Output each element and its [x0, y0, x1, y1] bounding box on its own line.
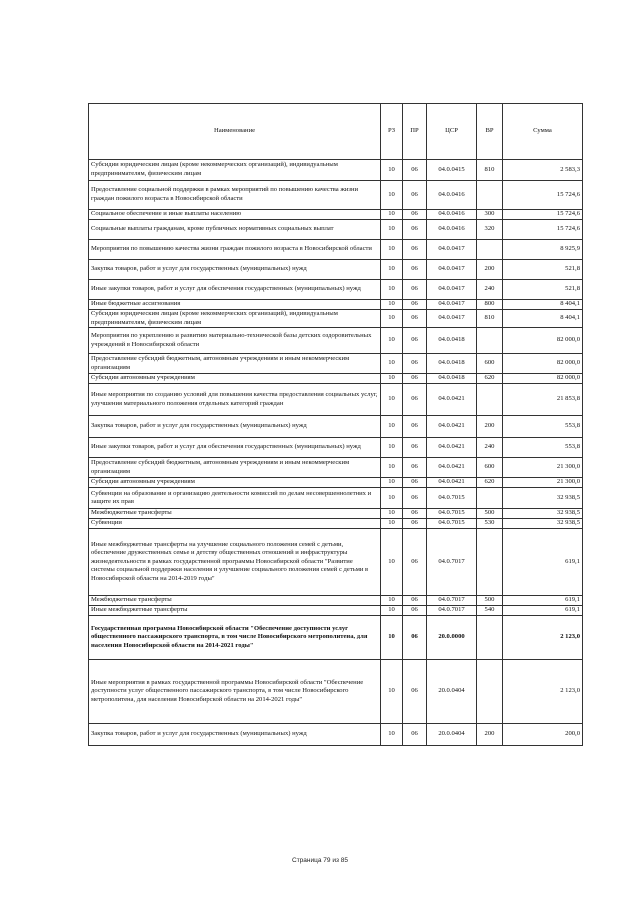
- cell-sum: 2 123,0: [503, 660, 583, 724]
- cell-csr: 04.0.0418: [427, 354, 477, 374]
- cell-sum: 8 925,9: [503, 240, 583, 260]
- header-csr: ЦСР: [427, 104, 477, 160]
- cell-name: Субвенции: [89, 519, 381, 529]
- cell-name: Социальное обеспечение и иные выплаты населению: [89, 210, 381, 220]
- cell-sum: 619,1: [503, 596, 583, 606]
- cell-pr: 06: [403, 280, 427, 300]
- table-row: [89, 260, 583, 280]
- cell-sum: 15 724,6: [503, 181, 583, 210]
- table-row: [89, 220, 583, 240]
- cell-name: Межбюджетные трансферты: [89, 509, 381, 519]
- cell-vr: [477, 529, 503, 596]
- cell-rz: 10: [381, 220, 403, 240]
- cell-name: Субсидии автономным учреждениям: [89, 374, 381, 384]
- cell-vr: [477, 328, 503, 354]
- cell-csr: 04.0.0421: [427, 384, 477, 416]
- cell-csr: 04.0.0421: [427, 416, 477, 438]
- cell-vr: 200: [477, 416, 503, 438]
- cell-pr: 06: [403, 160, 427, 181]
- cell-vr: 200: [477, 260, 503, 280]
- cell-sum: 619,1: [503, 529, 583, 596]
- cell-sum: 32 938,5: [503, 488, 583, 509]
- table-row: [89, 310, 583, 328]
- cell-vr: 240: [477, 280, 503, 300]
- table-row: [89, 488, 583, 509]
- cell-name: Предоставление субсидий бюджетным, автономным учреждениям и иным некоммерческим организациям: [89, 458, 381, 478]
- cell-csr: 04.0.0416: [427, 210, 477, 220]
- cell-sum: 21 853,8: [503, 384, 583, 416]
- cell-name: Иные бюджетные ассигнования: [89, 300, 381, 310]
- cell-rz: 10: [381, 310, 403, 328]
- cell-name: Субсидии юридическим лицам (кроме некоммерческих организаций), индивидуальным предпринимателям, физическим лицам: [89, 310, 381, 328]
- cell-rz: 10: [381, 160, 403, 181]
- cell-vr: 600: [477, 354, 503, 374]
- cell-rz: 10: [381, 438, 403, 458]
- cell-csr: 20.0.0000: [427, 616, 477, 660]
- cell-vr: [477, 181, 503, 210]
- cell-sum: 2 583,3: [503, 160, 583, 181]
- cell-rz: 10: [381, 606, 403, 616]
- table-row: [89, 438, 583, 458]
- table-row: [89, 724, 583, 746]
- cell-vr: 200: [477, 724, 503, 746]
- cell-rz: 10: [381, 280, 403, 300]
- cell-rz: 10: [381, 616, 403, 660]
- cell-pr: 06: [403, 458, 427, 478]
- cell-rz: 10: [381, 488, 403, 509]
- cell-vr: 540: [477, 606, 503, 616]
- cell-csr: 04.0.7015: [427, 519, 477, 529]
- header-vr: ВР: [477, 104, 503, 160]
- cell-sum: 21 300,0: [503, 458, 583, 478]
- cell-csr: 04.0.0417: [427, 300, 477, 310]
- cell-name: Предоставление социальной поддержки в рамках мероприятий по повышению качества жизни граждан пожилого возраста в Новосибирской области: [89, 181, 381, 210]
- cell-vr: 620: [477, 374, 503, 384]
- cell-pr: 06: [403, 240, 427, 260]
- cell-rz: 10: [381, 328, 403, 354]
- table-row: [89, 374, 583, 384]
- table-row: [89, 328, 583, 354]
- cell-pr: 06: [403, 606, 427, 616]
- table-row: [89, 458, 583, 478]
- cell-name: Закупка товаров, работ и услуг для государственных (муниципальных) нужд: [89, 416, 381, 438]
- cell-sum: 32 938,5: [503, 519, 583, 529]
- cell-csr: 04.0.0417: [427, 240, 477, 260]
- cell-name: Субсидии автономным учреждениям: [89, 478, 381, 488]
- cell-csr: 04.0.0417: [427, 260, 477, 280]
- cell-vr: [477, 660, 503, 724]
- cell-sum: 619,1: [503, 606, 583, 616]
- cell-pr: 06: [403, 384, 427, 416]
- cell-pr: 06: [403, 724, 427, 746]
- header-pr: ПР: [403, 104, 427, 160]
- cell-csr: 04.0.0421: [427, 438, 477, 458]
- cell-csr: 04.0.7017: [427, 596, 477, 606]
- cell-vr: 600: [477, 458, 503, 478]
- cell-name: Социальные выплаты гражданам, кроме публичных нормативных социальных выплат: [89, 220, 381, 240]
- table-row: [89, 300, 583, 310]
- cell-sum: 521,8: [503, 280, 583, 300]
- cell-pr: 06: [403, 310, 427, 328]
- cell-name: Иные мероприятия по созданию условий для повышения качества предоставления социальных услуг, улучшения материального положения отдельных категорий граждан: [89, 384, 381, 416]
- cell-csr: 04.0.0416: [427, 220, 477, 240]
- cell-rz: 10: [381, 181, 403, 210]
- cell-csr: 04.0.0417: [427, 310, 477, 328]
- cell-sum: 8 404,1: [503, 300, 583, 310]
- table-body: [89, 160, 583, 746]
- cell-sum: 21 300,0: [503, 478, 583, 488]
- cell-name: Иные межбюджетные трансферты на улучшение социального положения семей с детьми, обеспечение дружественных семье и детству общественных отношений и инфраструктуры жизнедеятельности в рамках государственной программы Новосибирской области "Развитие системы социальной поддержки населения и улучшение социального положения семей с детьми в Новосибирской области на 2014-2019 годы": [89, 529, 381, 596]
- cell-vr: [477, 384, 503, 416]
- cell-sum: 32 938,5: [503, 509, 583, 519]
- cell-rz: 10: [381, 529, 403, 596]
- cell-rz: 10: [381, 374, 403, 384]
- table-row: [89, 181, 583, 210]
- cell-rz: 10: [381, 519, 403, 529]
- cell-pr: 06: [403, 220, 427, 240]
- cell-rz: 10: [381, 240, 403, 260]
- table-row: [89, 509, 583, 519]
- cell-name: Иные мероприятия в рамках государственной программы Новосибирской области "Обеспечение доступности услуг общественного пассажирского транспорта, в том числе Новосибирского метрополитена, для населения Новосибирской области на 2014-2021 годы": [89, 660, 381, 724]
- table-row: [89, 606, 583, 616]
- cell-pr: 06: [403, 509, 427, 519]
- cell-rz: 10: [381, 509, 403, 519]
- cell-vr: 500: [477, 596, 503, 606]
- cell-sum: 8 404,1: [503, 310, 583, 328]
- cell-pr: 06: [403, 181, 427, 210]
- cell-csr: 04.0.7017: [427, 606, 477, 616]
- cell-name: Предоставление субсидий бюджетным, автономным учреждениям и иным некоммерческим организациям: [89, 354, 381, 374]
- table-row: [89, 519, 583, 529]
- cell-rz: 10: [381, 724, 403, 746]
- cell-vr: 800: [477, 300, 503, 310]
- table-row: [89, 160, 583, 181]
- cell-sum: 200,0: [503, 724, 583, 746]
- cell-csr: 04.0.0418: [427, 374, 477, 384]
- cell-pr: 06: [403, 260, 427, 280]
- cell-pr: 06: [403, 438, 427, 458]
- cell-rz: 10: [381, 596, 403, 606]
- header-rz: РЗ: [381, 104, 403, 160]
- cell-sum: 82 000,0: [503, 374, 583, 384]
- table-row: [89, 416, 583, 438]
- cell-pr: 06: [403, 519, 427, 529]
- table-row: [89, 280, 583, 300]
- cell-csr: 04.0.0421: [427, 458, 477, 478]
- cell-pr: 06: [403, 616, 427, 660]
- cell-csr: 20.0.0404: [427, 660, 477, 724]
- cell-vr: 810: [477, 310, 503, 328]
- table-row: [89, 478, 583, 488]
- cell-sum: 82 000,0: [503, 328, 583, 354]
- cell-sum: 82 000,0: [503, 354, 583, 374]
- cell-name: Субсидии юридическим лицам (кроме некоммерческих организаций), индивидуальным предпринимателям, физическим лицам: [89, 160, 381, 181]
- cell-sum: 15 724,6: [503, 220, 583, 240]
- cell-rz: 10: [381, 354, 403, 374]
- cell-vr: [477, 240, 503, 260]
- cell-csr: 04.0.7017: [427, 529, 477, 596]
- cell-vr: [477, 616, 503, 660]
- cell-pr: 06: [403, 416, 427, 438]
- cell-csr: 04.0.0417: [427, 280, 477, 300]
- table-row: [89, 384, 583, 416]
- cell-name: Государственная программа Новосибирской области "Обеспечение доступности услуг общественного пассажирского транспорта, в том числе Новосибирского метрополитена, для населения Новосибирской области на 2014-2021 годы": [89, 616, 381, 660]
- cell-pr: 06: [403, 374, 427, 384]
- cell-vr: [477, 488, 503, 509]
- table-row: [89, 660, 583, 724]
- table-row: [89, 210, 583, 220]
- cell-rz: 10: [381, 384, 403, 416]
- cell-vr: 320: [477, 220, 503, 240]
- cell-rz: 10: [381, 260, 403, 280]
- cell-name: Мероприятия по повышению качества жизни граждан пожилого возраста в Новосибирской области: [89, 240, 381, 260]
- cell-csr: 04.0.0418: [427, 328, 477, 354]
- cell-csr: 04.0.7015: [427, 509, 477, 519]
- cell-vr: 620: [477, 478, 503, 488]
- cell-pr: 06: [403, 529, 427, 596]
- cell-name: Субвенции на образование и организацию деятельности комиссий по делам несовершеннолетних и защите их прав: [89, 488, 381, 509]
- cell-pr: 06: [403, 478, 427, 488]
- cell-sum: 15 724,6: [503, 210, 583, 220]
- cell-csr: 04.0.0416: [427, 181, 477, 210]
- cell-sum: 521,8: [503, 260, 583, 280]
- cell-csr: 20.0.0404: [427, 724, 477, 746]
- header-name: Наименование: [89, 104, 381, 160]
- cell-pr: 06: [403, 300, 427, 310]
- table-row: [89, 596, 583, 606]
- cell-pr: 06: [403, 210, 427, 220]
- cell-name: Закупка товаров, работ и услуг для государственных (муниципальных) нужд: [89, 724, 381, 746]
- cell-sum: 553,8: [503, 438, 583, 458]
- cell-name: Межбюджетные трансферты: [89, 596, 381, 606]
- cell-name: Закупка товаров, работ и услуг для государственных (муниципальных) нужд: [89, 260, 381, 280]
- cell-vr: 530: [477, 519, 503, 529]
- cell-rz: 10: [381, 416, 403, 438]
- cell-rz: 10: [381, 458, 403, 478]
- cell-vr: 240: [477, 438, 503, 458]
- cell-vr: 500: [477, 509, 503, 519]
- cell-csr: 04.0.0415: [427, 160, 477, 181]
- cell-csr: 04.0.7015: [427, 488, 477, 509]
- cell-pr: 06: [403, 354, 427, 374]
- cell-name: Иные закупки товаров, работ и услуг для обеспечения государственных (муниципальных) нужд: [89, 438, 381, 458]
- cell-sum: 2 123,0: [503, 616, 583, 660]
- table-row: [89, 616, 583, 660]
- cell-pr: 06: [403, 596, 427, 606]
- cell-pr: 06: [403, 488, 427, 509]
- cell-sum: 553,8: [503, 416, 583, 438]
- cell-name: Мероприятия по укреплению и развитию материально-технической базы детских оздоровительных учреждений в Новосибирской области: [89, 328, 381, 354]
- cell-name: Иные межбюджетные трансферты: [89, 606, 381, 616]
- cell-name: Иные закупки товаров, работ и услуг для обеспечения государственных (муниципальных) нужд: [89, 280, 381, 300]
- cell-rz: 10: [381, 210, 403, 220]
- cell-pr: 06: [403, 328, 427, 354]
- header-sum: Сумма: [503, 104, 583, 160]
- cell-rz: 10: [381, 660, 403, 724]
- table-row: [89, 354, 583, 374]
- table-row: [89, 240, 583, 260]
- table-header-row: [89, 104, 583, 160]
- budget-table: [88, 103, 583, 746]
- table-row: [89, 529, 583, 596]
- cell-pr: 06: [403, 660, 427, 724]
- cell-rz: 10: [381, 478, 403, 488]
- cell-vr: 810: [477, 160, 503, 181]
- cell-csr: 04.0.0421: [427, 478, 477, 488]
- page-number: Страница 79 из 85: [292, 857, 348, 864]
- cell-rz: 10: [381, 300, 403, 310]
- cell-vr: 300: [477, 210, 503, 220]
